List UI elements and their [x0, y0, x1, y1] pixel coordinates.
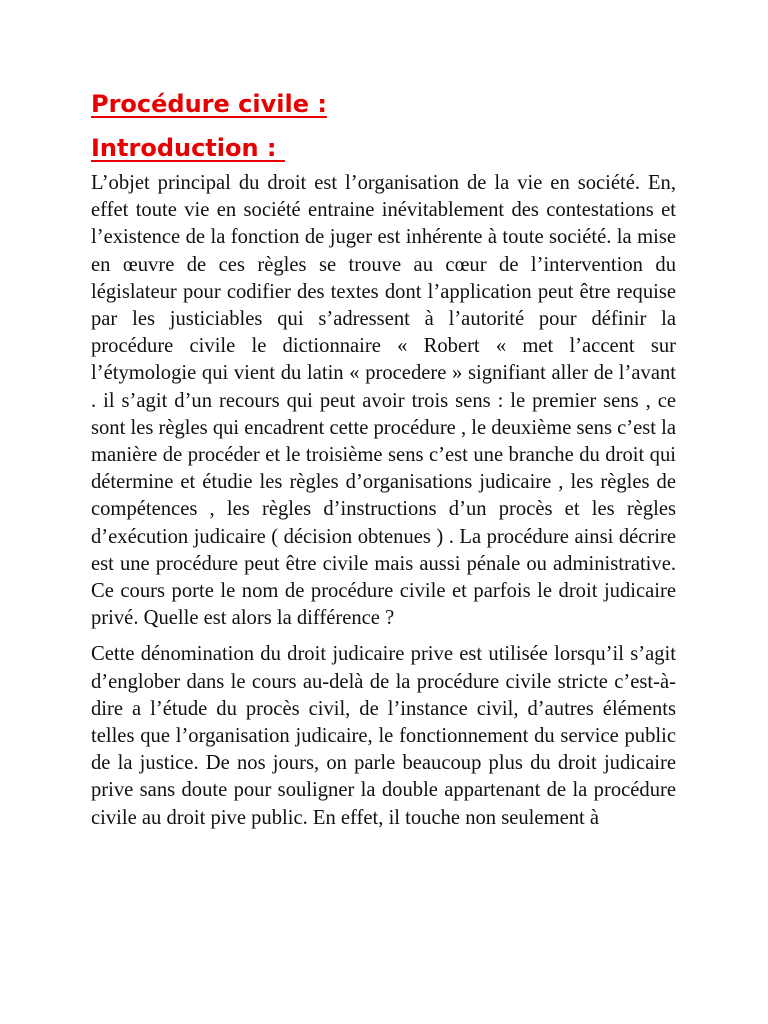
paragraph-1: L’objet principal du droit est l’organisation de la vie en société. En, effet toute vie en société entraine inévitablement des contestations et l’existence de la fonction de juger est inhérente à toute société. la mise en œuvre de ces règles se trouve au cœur de l’intervention du législateur pour codifier des textes dont l’application peut être requise par les justiciables qui s’adressent à l’autorité pour définir la procédure civile le dictionnaire « Robert « met l’accent sur l’étymologie qui vient du latin « procedere » signifiant aller de l’avant . il s’agit d’un recours qui peut avoir trois sens : le premier sens , ce sont les règles qui encadrent cette procédure , le deuxième sens c’est la manière de procéder et le troisième sens c’est une branche du droit qui détermine et étudie les règles d’organisations judicaire , les règles de compétences , les règles d’instructions d’un procès et les règles d’exécution judicaire ( décision obtenues ) . La procédure ainsi décrire est une procédure peut être civile mais aussi pénale ou administrative. Ce cours porte le nom de procédure civile et parfois le droit judicaire privé. Quelle est alors la différence ? [91, 172, 676, 630]
document-subtitle [91, 126, 676, 170]
document-subtitle-text: Introduction : [91, 134, 285, 162]
document-title-text: Procédure civile : [91, 90, 327, 118]
paragraph-2: Cette dénomination du droit judicaire prive est utilisée lorsqu’il s’agit d’englober dans le cours au-delà de la procédure civile stricte c’est-à-dire a l’étude du procès civil, de l’instance civil, d’autres éléments telles que l’organisation judicaire, le fonctionnement du service public de la justice. De nos jours, on parle beaucoup plus du droit judicaire prive sans doute pour souligner la double appartenant de la procédure civile au droit pive public. En effet, il touche non seulement à [91, 643, 676, 829]
document-headings [91, 82, 676, 170]
document-page [91, 82, 676, 832]
document-title [91, 82, 676, 126]
